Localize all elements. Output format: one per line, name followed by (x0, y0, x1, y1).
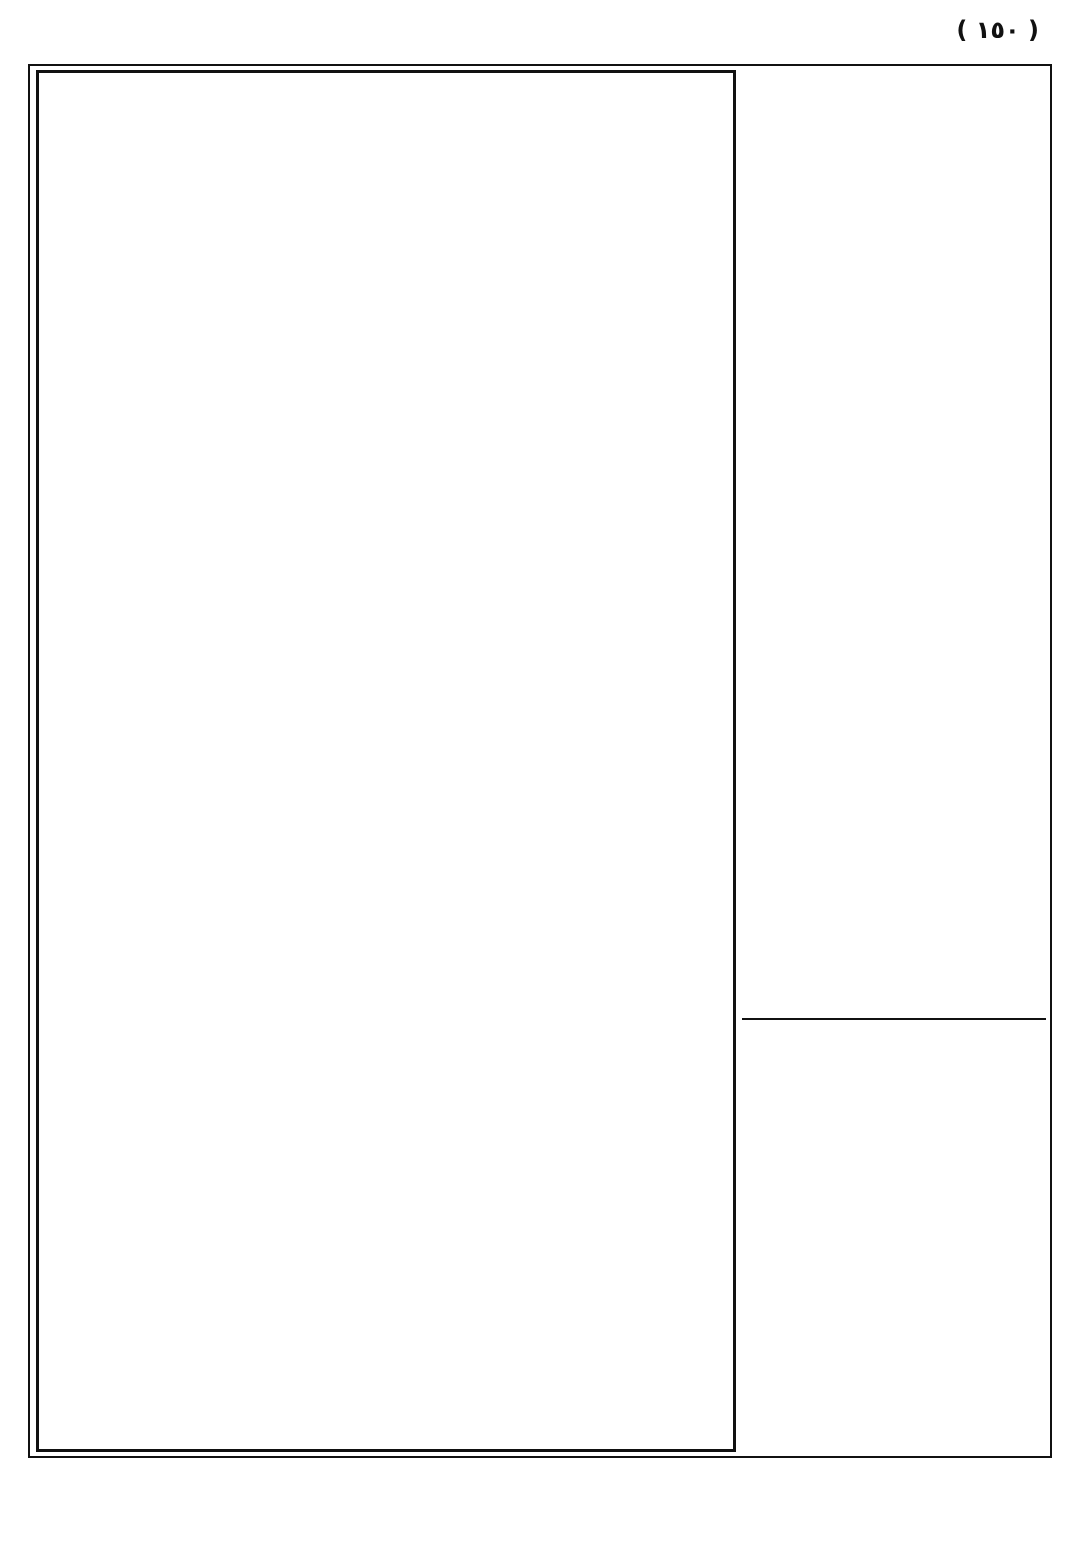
side-column-lower (742, 1024, 1046, 1452)
page-footer (40, 1462, 1039, 1502)
page-header (40, 18, 1039, 66)
page-number: ( ١٥٠ ) (956, 16, 1039, 44)
main-commentary-column (36, 70, 736, 1452)
side-column-divider (742, 1018, 1046, 1020)
